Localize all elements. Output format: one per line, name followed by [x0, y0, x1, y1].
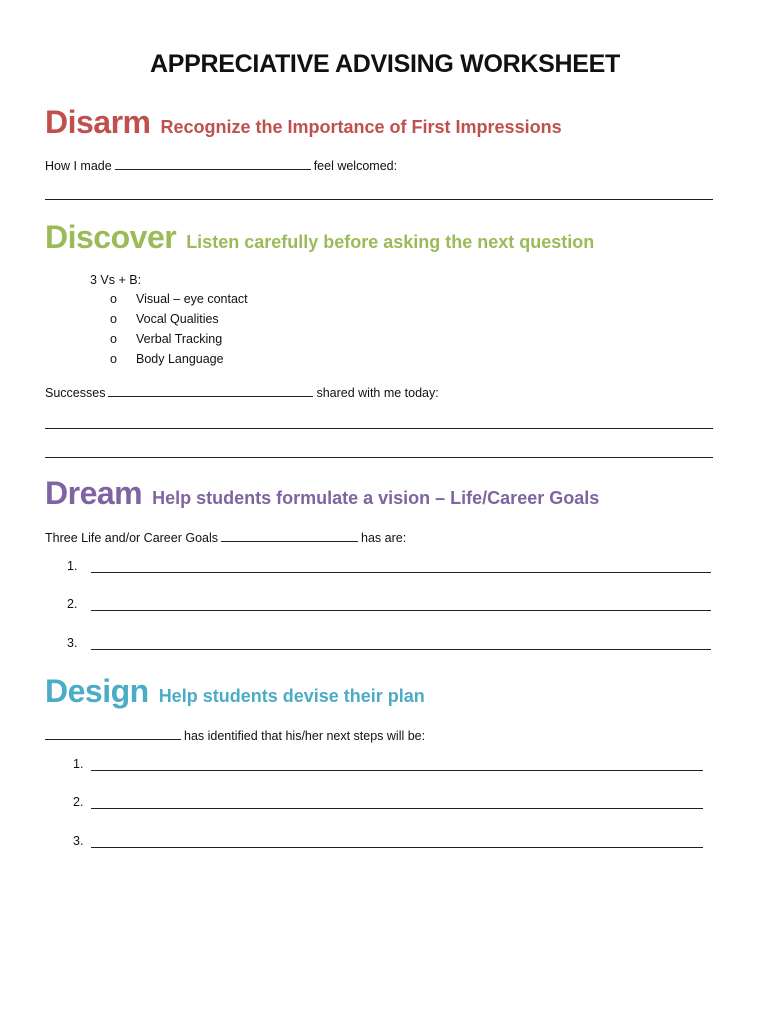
bullet-marker: o	[110, 352, 117, 366]
bullet-marker: o	[110, 332, 117, 346]
page-title: APPRECIATIVE ADVISING WORKSHEET	[150, 50, 620, 78]
design-prompt-after: has identified that his/her next steps will be:	[184, 729, 426, 743]
dream-header	[45, 475, 599, 512]
dream-prompt-after: has are:	[361, 531, 407, 545]
discover-subheading: Listen carefully before asking the next question	[186, 232, 595, 252]
disarm-prompt-before: How I made	[45, 159, 112, 173]
discover-answer-line-1[interactable]	[45, 428, 713, 429]
discover-prompt-before: Successes	[45, 386, 106, 400]
design-header	[45, 673, 425, 710]
list-item	[110, 352, 224, 366]
dream-goal-line-2[interactable]	[91, 610, 711, 611]
disarm-header	[45, 104, 562, 141]
design-prompt	[45, 727, 425, 743]
discover-name-blank[interactable]	[108, 384, 313, 397]
list-item	[110, 312, 219, 326]
list-item	[110, 292, 248, 306]
dream-number-2: 2.	[67, 597, 78, 611]
discover-list-title: 3 Vs + B:	[90, 273, 142, 287]
disarm-name-blank[interactable]	[115, 157, 311, 170]
design-step-line-3[interactable]	[91, 847, 703, 848]
bullet-text: Body Language	[136, 352, 224, 366]
dream-subheading: Help students formulate a vision – Life/Career Goals	[152, 488, 600, 508]
design-step-line-2[interactable]	[91, 808, 703, 809]
bullet-marker: o	[110, 312, 117, 326]
design-step-line-1[interactable]	[91, 770, 703, 771]
discover-prompt-after: shared with me today:	[316, 386, 439, 400]
discover-answer-line-2[interactable]	[45, 457, 713, 458]
design-name-blank[interactable]	[45, 727, 181, 740]
dream-goal-line-1[interactable]	[91, 572, 711, 573]
disarm-answer-line[interactable]	[45, 199, 713, 200]
disarm-prompt-after: feel welcomed:	[313, 159, 398, 173]
discover-header	[45, 219, 594, 256]
bullet-text: Visual – eye contact	[136, 292, 248, 306]
dream-prompt	[45, 529, 406, 545]
design-number-2: 2.	[73, 795, 84, 809]
discover-prompt	[45, 384, 439, 400]
design-number-1: 1.	[73, 757, 84, 771]
bullet-marker: o	[110, 292, 117, 306]
dream-number-1: 1.	[67, 559, 78, 573]
design-heading: Design	[45, 673, 149, 709]
dream-prompt-before: Three Life and/or Career Goals	[45, 531, 219, 545]
dream-number-3: 3.	[67, 636, 78, 650]
design-subheading: Help students devise their plan	[158, 686, 425, 706]
disarm-subheading: Recognize the Importance of First Impressions	[160, 117, 562, 137]
bullet-text: Verbal Tracking	[136, 332, 223, 346]
disarm-heading: Disarm	[45, 104, 151, 140]
dream-heading: Dream	[45, 475, 143, 511]
dream-name-blank[interactable]	[221, 529, 358, 542]
discover-heading: Discover	[45, 219, 177, 255]
list-item	[110, 332, 222, 346]
design-number-3: 3.	[73, 834, 84, 848]
bullet-text: Vocal Qualities	[136, 312, 219, 326]
disarm-prompt	[45, 157, 397, 173]
dream-goal-line-3[interactable]	[91, 649, 711, 650]
